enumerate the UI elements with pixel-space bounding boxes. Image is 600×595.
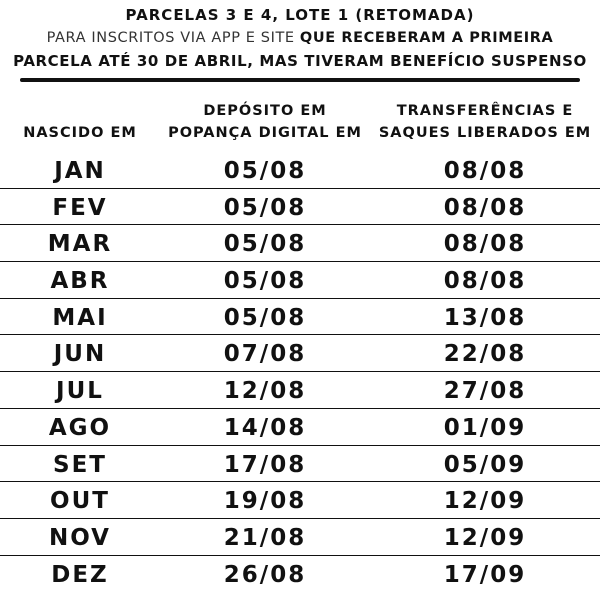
deposit-date-cell: 05/08 [223, 231, 307, 258]
deposit-date-cell: 26/08 [223, 561, 307, 588]
table-row [0, 189, 600, 226]
table-row [0, 409, 600, 446]
deposit-date-cell: 14/08 [223, 414, 307, 441]
month-cell: MAR [47, 231, 113, 258]
deposit-date-cell: 21/08 [223, 524, 307, 551]
page-title: PARCELAS 3 E 4, LOTE 1 (RETOMADA) [125, 6, 475, 24]
month-cell: SET [53, 451, 107, 478]
month-cell: DEZ [51, 561, 109, 588]
table-row [0, 482, 600, 519]
month-cell: NOV [49, 524, 111, 551]
deposit-date-cell: 05/08 [223, 158, 307, 184]
table-row [0, 335, 600, 372]
month-cell: ABR [50, 268, 110, 295]
column-header-deposit [160, 100, 370, 144]
month-cell: JAN [54, 158, 106, 184]
transfer-date-cell: 08/08 [443, 194, 527, 221]
month-cell: AGO [48, 414, 112, 441]
transfer-date-cell: 08/08 [443, 231, 527, 258]
month-cell: FEV [52, 194, 108, 221]
column-header-born: NASCIDO EM [23, 125, 137, 141]
table-row [0, 152, 600, 189]
transfer-date-cell: 08/08 [443, 268, 527, 295]
transfer-date-cell: 27/08 [443, 378, 527, 405]
deposit-date-cell: 12/08 [223, 378, 307, 405]
table-row [0, 446, 600, 483]
schedule-table [0, 152, 600, 592]
deposit-date-cell: 07/08 [223, 341, 307, 368]
column-header-transfer-line2: SAQUES LIBERADOS EM [378, 125, 592, 141]
table-row [0, 372, 600, 409]
table-row [0, 519, 600, 556]
deposit-date-cell: 05/08 [223, 304, 307, 331]
table-row [0, 262, 600, 299]
subtitle-light-text: PARA INSCRITOS VIA APP E SITE [46, 30, 300, 46]
deposit-date-cell: 05/08 [223, 268, 307, 295]
transfer-date-cell: 01/09 [443, 414, 527, 441]
subtitle-line-1 [0, 30, 600, 46]
month-cell: OUT [50, 488, 110, 515]
column-header-transfer [375, 100, 595, 144]
transfer-date-cell: 13/08 [443, 304, 527, 331]
month-cell: MAI [52, 304, 108, 331]
transfer-date-cell: 05/09 [443, 451, 527, 478]
deposit-date-cell: 05/08 [223, 194, 307, 221]
subtitle-line-2: PARCELA ATÉ 30 DE ABRIL, MAS TIVERAM BENEFÍCIO SUSPENSO [13, 52, 587, 70]
column-header-deposit-line2: POPANÇA DIGITAL EM [168, 125, 362, 141]
transfer-date-cell: 12/09 [443, 488, 527, 515]
transfer-date-cell: 17/09 [443, 561, 527, 588]
table-row [0, 225, 600, 262]
transfer-date-cell: 12/09 [443, 524, 527, 551]
table-row [0, 556, 600, 593]
subtitle-bold-text: QUE RECEBERAM A PRIMEIRA [299, 30, 554, 46]
month-cell: JUN [53, 341, 107, 368]
header-divider [20, 78, 580, 82]
column-header-deposit-line1: DEPÓSITO EM [203, 103, 327, 119]
deposit-date-cell: 19/08 [223, 488, 307, 515]
column-header-transfer-line1: TRANSFERÊNCIAS E [396, 103, 574, 119]
transfer-date-cell: 22/08 [443, 341, 527, 368]
table-row [0, 299, 600, 336]
month-cell: JUL [56, 378, 104, 405]
deposit-date-cell: 17/08 [223, 451, 307, 478]
transfer-date-cell: 08/08 [443, 158, 527, 184]
